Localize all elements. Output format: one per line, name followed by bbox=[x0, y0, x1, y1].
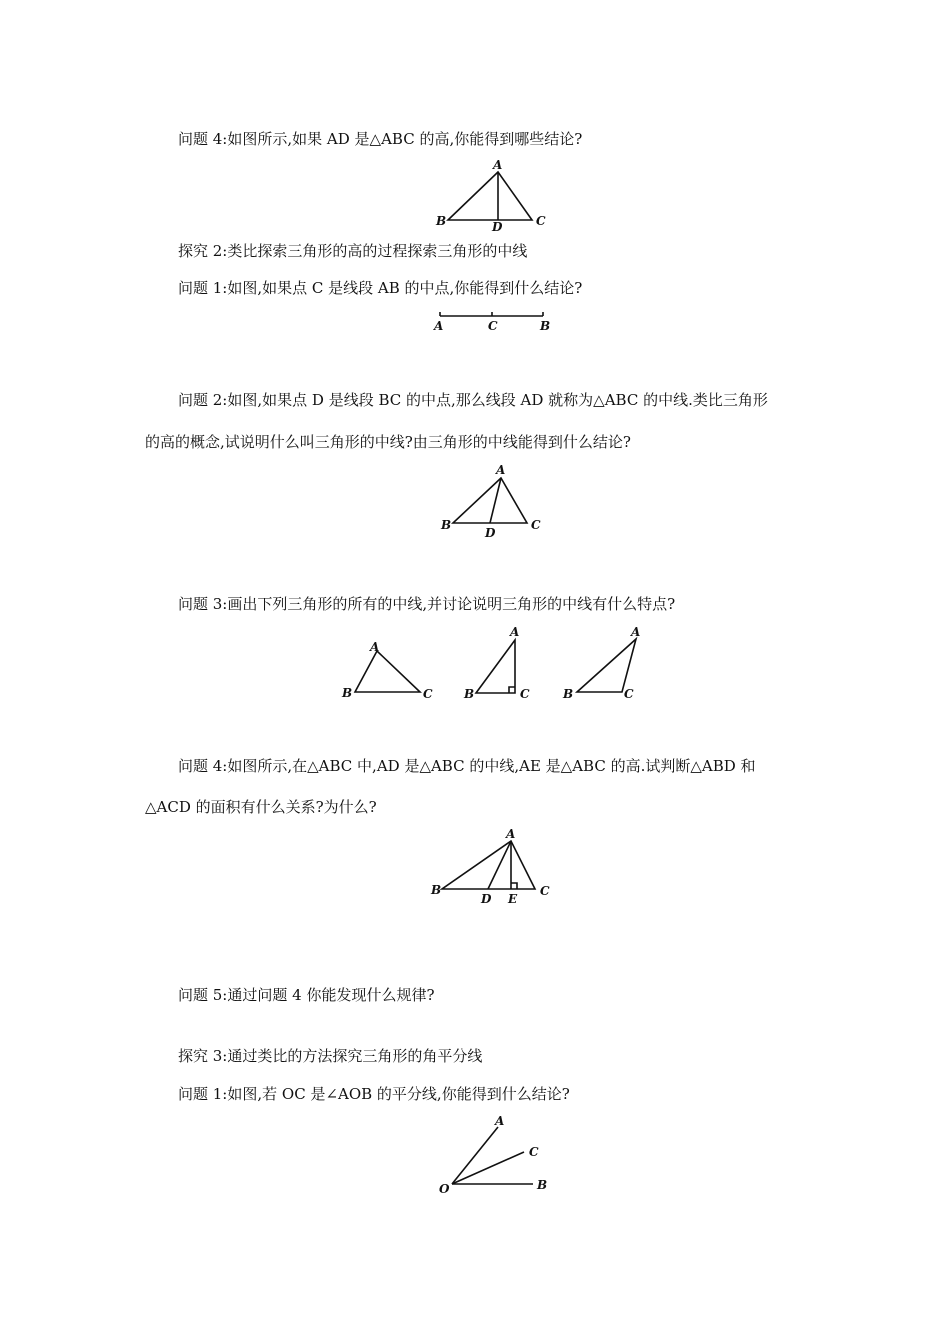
triangle-right bbox=[476, 640, 515, 693]
ray-oa bbox=[452, 1127, 498, 1184]
text-line-4: 问题 2:如图,如果点 D 是线段 BC 的中点,那么线段 AD 就称为△ABC 的中线.类比三角形 bbox=[178, 391, 768, 409]
median-ad bbox=[490, 478, 501, 523]
label-a: A bbox=[506, 827, 516, 841]
label-b: B bbox=[540, 319, 551, 333]
label-a: A bbox=[434, 319, 444, 333]
triangle-acute bbox=[355, 651, 420, 692]
right-angle-mark bbox=[509, 687, 515, 693]
right-angle-mark bbox=[511, 883, 517, 889]
text-line-1: 问题 4:如图所示,如果 AD 是△ABC 的高,你能得到哪些结论? bbox=[178, 130, 583, 148]
figure-segment-midpoint bbox=[430, 308, 555, 338]
label-a: A bbox=[493, 158, 503, 172]
figure-three-triangles bbox=[335, 620, 655, 710]
text-line-11: 问题 1:如图,若 OC 是∠AOB 的平分线,你能得到什么结论? bbox=[178, 1085, 570, 1103]
triangle-abc bbox=[448, 172, 532, 220]
label-c: C bbox=[488, 319, 498, 333]
text-line-8: △ACD 的面积有什么关系?为什么? bbox=[145, 798, 377, 816]
label-c: C bbox=[540, 884, 550, 898]
label-a: A bbox=[370, 640, 380, 654]
ray-oc bbox=[452, 1152, 524, 1184]
label-b: B bbox=[342, 686, 353, 700]
figure-median-triangle bbox=[435, 460, 555, 545]
label-c: C bbox=[624, 687, 634, 701]
label-b: B bbox=[464, 687, 475, 701]
triangle-abc bbox=[453, 478, 527, 523]
label-a: A bbox=[495, 1114, 505, 1128]
figure-median-altitude-triangle bbox=[428, 826, 563, 911]
text-line-10: 探究 3:通过类比的方法探究三角形的角平分线 bbox=[178, 1047, 483, 1065]
label-c: C bbox=[536, 214, 546, 228]
label-b: B bbox=[441, 518, 452, 532]
figure-altitude-triangle bbox=[430, 158, 550, 238]
text-line-2: 探究 2:类比探索三角形的高的过程探索三角形的中线 bbox=[178, 242, 528, 260]
triangle-abc bbox=[442, 841, 535, 889]
label-c: C bbox=[529, 1145, 539, 1159]
label-a: A bbox=[496, 463, 506, 477]
text-line-9: 问题 5:通过问题 4 你能发现什么规律? bbox=[178, 986, 435, 1004]
text-line-3: 问题 1:如图,如果点 C 是线段 AB 的中点,你能得到什么结论? bbox=[178, 279, 583, 297]
label-b: B bbox=[431, 883, 442, 897]
text-line-7: 问题 4:如图所示,在△ABC 中,AD 是△ABC 的中线,AE 是△ABC 的高.试判断△ABD 和 bbox=[178, 757, 756, 775]
label-d: D bbox=[485, 526, 496, 540]
label-o: O bbox=[439, 1182, 450, 1196]
text-line-6: 问题 3:画出下列三角形的所有的中线,并讨论说明三角形的中线有什么特点? bbox=[178, 595, 676, 613]
label-b: B bbox=[563, 687, 574, 701]
text-line-5: 的高的概念,试说明什么叫三角形的中线?由三角形的中线能得到什么结论? bbox=[145, 433, 631, 451]
figure-angle-bisector bbox=[432, 1110, 562, 1200]
triangle-obtuse bbox=[577, 639, 636, 692]
label-a: A bbox=[631, 625, 641, 639]
label-c: C bbox=[520, 687, 530, 701]
label-a: A bbox=[510, 625, 520, 639]
label-c: C bbox=[531, 518, 541, 532]
label-b: B bbox=[436, 214, 447, 228]
label-e: E bbox=[508, 892, 518, 906]
label-b: B bbox=[537, 1178, 548, 1192]
label-d: D bbox=[481, 892, 492, 906]
label-d: D bbox=[492, 220, 503, 234]
label-c: C bbox=[423, 687, 433, 701]
